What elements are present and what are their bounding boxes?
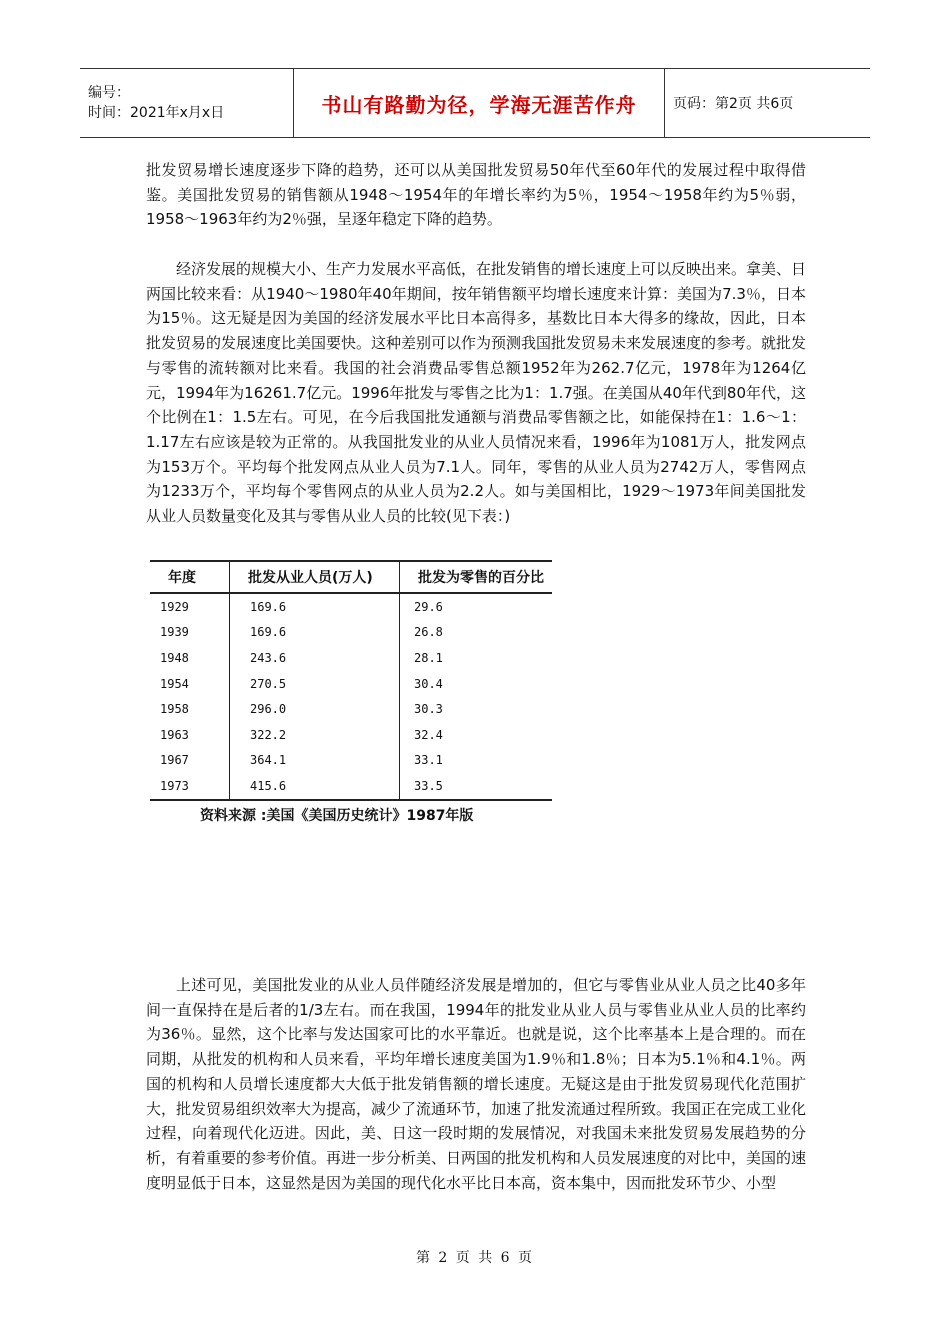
- paragraph-1: 批发贸易增长速度逐步下降的趋势，还可以从美国批发贸易50年代至60年代的发展过程中取得借鉴。美国批发贸易的销售额从1948～1954年的年增长率约为5％，1954～1958年约为5％弱，1958～1963年约为2％强，呈逐年稳定下降的趋势。: [146, 161, 806, 229]
- document-code-label: 编号：: [88, 85, 130, 101]
- cell-year: 1948: [160, 650, 189, 665]
- table-row: [150, 645, 552, 671]
- paragraph-2: 经济发展的规模大小、生产力发展水平高低，在批发销售的增长速度上可以反映出来。拿美、日两国比较来看：从1940～1980年40年期间，按年销售额平均增长速度来计算：美国为7.3％，日本为15％。这无疑是因为美国的经济发展水平比日本高得多，基数比日本大得多的缘故，因此，日本批发贸易的发展速度比美国要快。这种差别可以作为预测我国批发贸易未来发展速度的参考。就批发与零售的流转额对比来看。我国的社会消费品零售总额1952年为262.7亿元，1978年为1264亿元，1994年为16261.7亿元。1996年批发与零售之比为1：1.7强。在美国从40年代到80年代，这个比例在1：1.5左右。可见，在今后我国批发通额与消费品零售额之比，如能保持在1：1.6～1：1.17左右应该是较为正常的。从我国批发业的从业人员情况来看，1996年为1081万人，批发网点为153万个。平均每个批发网点从业人员为7.1人。同年，零售的从业人员为2742万人，零售网点为1233万个，平均每个零售网点的从业人员为2.2人。如与美国相比，1929～1973年间美国批发从业人员数量变化及其与零售从业人员的比较(见下表：): [146, 260, 807, 526]
- cell-ratio: 30.4: [414, 676, 443, 691]
- header-motto: 书山有路勤为径，学海无涯苦作舟: [321, 92, 637, 117]
- table-source-note: 资料来源 :美国《美国历史统计》1987年版: [200, 807, 474, 824]
- column-header-year: 年度: [150, 561, 230, 593]
- cell-year: 1963: [160, 727, 189, 742]
- cell-staff: 270.5: [230, 671, 400, 697]
- table-row: [150, 696, 552, 722]
- header-page-number: 页码：第2页 共6页: [673, 96, 794, 112]
- cell-staff: 322.2: [230, 722, 400, 748]
- cell-staff: 243.6: [230, 645, 400, 671]
- employment-table: [150, 560, 552, 825]
- cell-year: 1958: [160, 702, 189, 717]
- data-table: [150, 560, 552, 801]
- cell-ratio: 32.4: [414, 727, 443, 742]
- cell-staff: 415.6: [230, 773, 400, 800]
- cell-ratio: 33.1: [414, 753, 443, 768]
- cell-staff: 169.6: [230, 593, 400, 620]
- cell-ratio: 26.8: [414, 625, 443, 640]
- cell-year: 1954: [160, 676, 189, 691]
- table-header-row: [150, 561, 552, 593]
- column-header-ratio: 批发为零售的百分比: [400, 561, 553, 593]
- cell-year: 1939: [160, 625, 189, 640]
- cell-ratio: 33.5: [400, 773, 553, 800]
- cell-ratio: 29.6: [414, 599, 443, 614]
- header-page-cell: [665, 69, 870, 137]
- page-header: [80, 68, 870, 138]
- table-row: [150, 773, 552, 800]
- cell-year: 1973: [150, 773, 230, 800]
- table-row: [150, 620, 552, 646]
- cell-ratio: 28.1: [414, 650, 443, 665]
- table-row: [150, 722, 552, 748]
- table-row: [150, 671, 552, 697]
- paragraph-3: 上述可见，美国批发业的从业人员伴随经济发展是增加的，但它与零售业从业人员之比40多年间一直保持在是后者的1/3左右。而在我国，1994年的批发业从业人员与零售业从业人员的比率约为36％。显然，这个比率与发达国家可比的水平靠近。也就是说，这个比率基本上是合理的。而在同期，从批发的机构和人员来看，平均年增长速度美国为1.9％和1.8％；日本为5.1％和4.1％。两国的机构和人员增长速度都大大低于批发销售额的增长速度。无疑这是由于批发贸易现代化范围扩大，批发贸易组织效率大为提高，减少了流通环节，加速了批发流通过程所致。我国正在完成工业化过程，向着现代化迈进。因此，美、日这一段时期的发展情况，对我国未来批发贸易发展趋势的分析，有着重要的参考价值。再进一步分析美、日两国的批发机构和人员发展速度的对比中，美国的速度明显低于日本，这显然是因为美国的现代化水平比日本高，资本集中，因而批发环节少、小型: [146, 976, 807, 1192]
- table-row: [150, 748, 552, 774]
- cell-staff: 296.0: [230, 696, 400, 722]
- page-footer: 第 2 页 共 6 页: [415, 1250, 535, 1266]
- cell-year: 1929: [160, 599, 189, 614]
- cell-staff: 364.1: [230, 748, 400, 774]
- cell-staff: 169.6: [230, 620, 400, 646]
- column-header-wholesale-staff: 批发从业人员(万人): [230, 561, 400, 593]
- table-row: [150, 593, 552, 620]
- cell-year: 1967: [160, 753, 189, 768]
- header-motto-cell: [294, 69, 665, 137]
- header-meta: [80, 69, 294, 137]
- document-time-label: 时间：2021年x月x日: [88, 105, 225, 121]
- cell-ratio: 30.3: [414, 702, 443, 717]
